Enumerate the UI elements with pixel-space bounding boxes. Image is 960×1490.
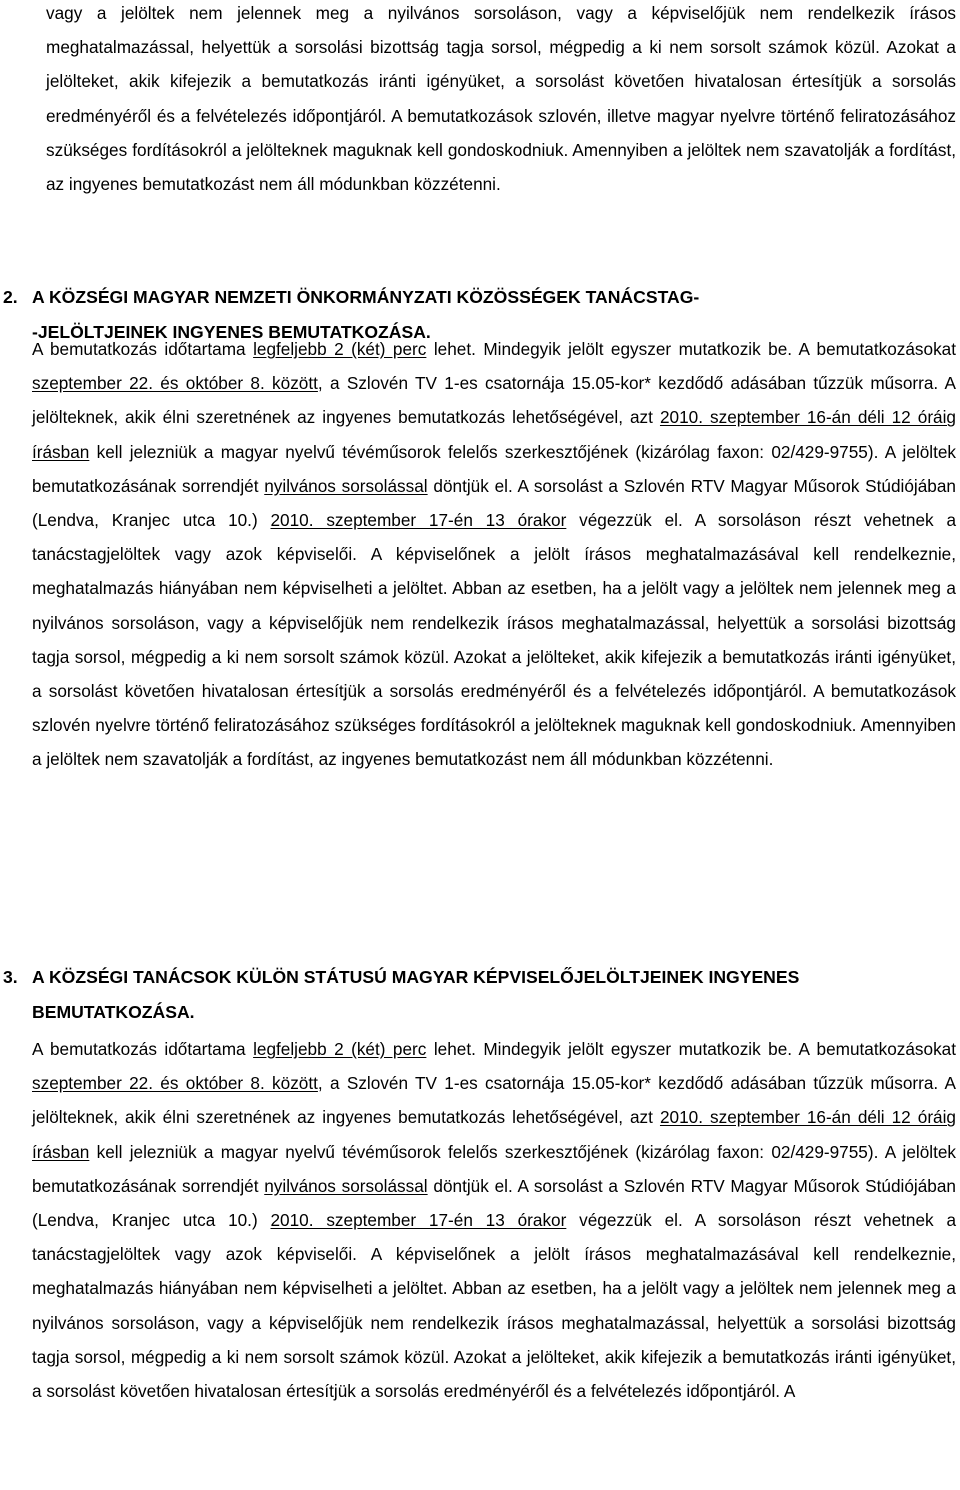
deadline-underlined: 2010. szeptember 16-án déli 12 óráig írásban bbox=[32, 1107, 956, 1162]
public-lottery-underlined: nyilvános sorsolással bbox=[264, 1175, 428, 1196]
broadcast-dates-underlined: szeptember 22. és október 8. között bbox=[32, 1073, 318, 1094]
text-span: döntjük el. A sorsolást a Szlovén RTV Magyar Műsorok Stúdiójában (Lendva, Kranjec utca 10.) bbox=[32, 475, 956, 531]
duration-underlined: legfeljebb 2 (két) perc bbox=[253, 339, 427, 359]
lottery-date-underlined: 2010. szeptember 17-én 13 órakor bbox=[270, 1210, 567, 1231]
text-span: végezzük el. A sorsoláson részt vehetnek a tanácstagjelöltek vagy azok képviselői. A képviselőnek a jelölt írásos meghatalmazásával kell rendelkeznie, meghatalmazás hiányában nem képviselheti a jelöltet. Abban az esetben, ha a jelölt vagy a jelöltek nem jelennek meg a nyilvános sorsoláson, vagy a képviselőjük nem rendelkezik írásos meghatalmazással, helyettük a sorsolási bizottság tagja sorsol, mégpedig a ki nem sorsolt számok közül. Azokat a jelölteket, akik kifejezik a bemutatkozás iránti igényüket, a sorsolást követően hivatalosan értesítjük a sorsolás eredményéről és a felvételezés időpontjáról. A bemutatkozások szlovén nyelvre történő feliratozásához szükséges fordításokról a jelölteknek maguknak kell gondoskodniuk. Amennyiben a jelöltek nem szavatolják a fordítást, az ingyenes bemutatkozást nem áll módunkban közzétenni. bbox=[32, 510, 956, 770]
intro-paragraph: vagy a jelöltek nem jelennek meg a nyilvános sorsoláson, vagy a képviselőjük nem rendelkezik írásos meghatalmazással, helyettük a sorsolási bizottság tagja sorsol, mégpedig a ki nem sorsolt számok közül. Azokat a jelölteket, akik kifejezik a bemutatkozás iránti igényüket, a sorsolást követően hivatalosan értesítjük a sorsolás eredményéről és a felvételezés időpontjáról. A bemutatkozások szlovén, illetve magyar nyelvre történő feliratozásához szükséges fordításokról a jelölteknek maguknak kell gondoskodniuk. Amennyiben a jelöltek nem szavatolják a fordítást, az ingyenes bemutatkozást nem áll módunkban közzétenni. bbox=[46, 3, 956, 195]
text-span: végezzük el. A sorsoláson részt vehetnek a tanácstagjelöltek vagy azok képviselői. A képviselőnek a jelölt írásos meghatalmazásával kell rendelkeznie, meghatalmazás hiányában nem képviselheti a jelöltet. Abban az esetben, ha a jelölt vagy a jelöltek nem jelennek meg a nyilvános sorsoláson, vagy a képviselőjük nem rendelkezik írásos meghatalmazással, helyettük a sorsolási bizottság tagja sorsol, mégpedig a ki nem sorsolt számok közül. Azokat a jelölteket, akik kifejezik a bemutatkozás iránti igényüket, a sorsolást követően hivatalosan értesítjük a sorsolás eredményéről és a felvételezés időpontjáról. A bbox=[32, 1210, 956, 1402]
deadline-underlined: 2010. szeptember 16-án déli 12 óráig írásban bbox=[32, 407, 956, 462]
text-span: döntjük el. A sorsolást a Szlovén RTV Magyar Műsorok Stúdiójában (Lendva, Kranjec utca 10.) bbox=[32, 1175, 956, 1231]
broadcast-dates-underlined: szeptember 22. és október 8. között bbox=[32, 373, 318, 394]
section-3-title bbox=[32, 960, 799, 1029]
section-2-title-line-1: A KÖZSÉGI MAGYAR NEMZETI ÖNKORMÁNYZATI KÖZÖSSÉGEK TANÁCSTAG- bbox=[32, 287, 700, 307]
duration-underlined: legfeljebb 2 (két) perc bbox=[253, 1039, 427, 1059]
section-2-number: 2. bbox=[3, 287, 18, 307]
section-2-paragraph bbox=[32, 332, 956, 777]
text-span: , a Szlovén TV 1-es csatornája 15.05-kor* kezdődő adásában tűzzük műsorra. A jelölteknek, akik élni szeretnének az ingyenes bemutatkozás lehetőségével, azt bbox=[32, 373, 956, 428]
text-span: kell jelezniük a magyar nyelvű tévéműsorok felelős szerkesztőjének (kizárólag faxon: 02/429-9755). A jelöltek bemutatkozásának sorrendjét bbox=[32, 441, 956, 496]
text-span: lehet. Mindegyik jelölt egyszer mutatkozik be. A bemutatkozásokat bbox=[426, 339, 956, 359]
text-span: , a Szlovén TV 1-es csatornája 15.05-kor* kezdődő adásában tűzzük műsorra. A jelölteknek, akik élni szeretnének az ingyenes bemutatkozás lehetőségével, azt bbox=[32, 1073, 956, 1128]
text-span: kell jelezniük a magyar nyelvű tévéműsorok felelős szerkesztőjének (kizárólag faxon: 02/429-9755). A jelöltek bemutatkozásának sorrendjét bbox=[32, 1141, 956, 1196]
lottery-date-underlined: 2010. szeptember 17-én 13 órakor bbox=[270, 510, 567, 531]
text-span: A bemutatkozás időtartama bbox=[32, 339, 254, 359]
text-span: A bemutatkozás időtartama bbox=[32, 1039, 254, 1059]
section-2-title-line-2: -JELÖLTJEINEK INGYENES BEMUTATKOZÁSA. bbox=[32, 321, 431, 342]
section-3-title-line-2: BEMUTATKOZÁSA. bbox=[32, 1001, 195, 1022]
section-3-paragraph bbox=[32, 1032, 956, 1408]
section-3-title-line-1: A KÖZSÉGI TANÁCSOK KÜLÖN STÁTUSÚ MAGYAR KÉPVISELŐJELÖLTJEINEK INGYENES bbox=[32, 967, 800, 987]
text-span: lehet. Mindegyik jelölt egyszer mutatkozik be. A bemutatkozásokat bbox=[426, 1039, 956, 1059]
section-3-number: 3. bbox=[3, 967, 18, 987]
public-lottery-underlined: nyilvános sorsolással bbox=[264, 475, 428, 496]
